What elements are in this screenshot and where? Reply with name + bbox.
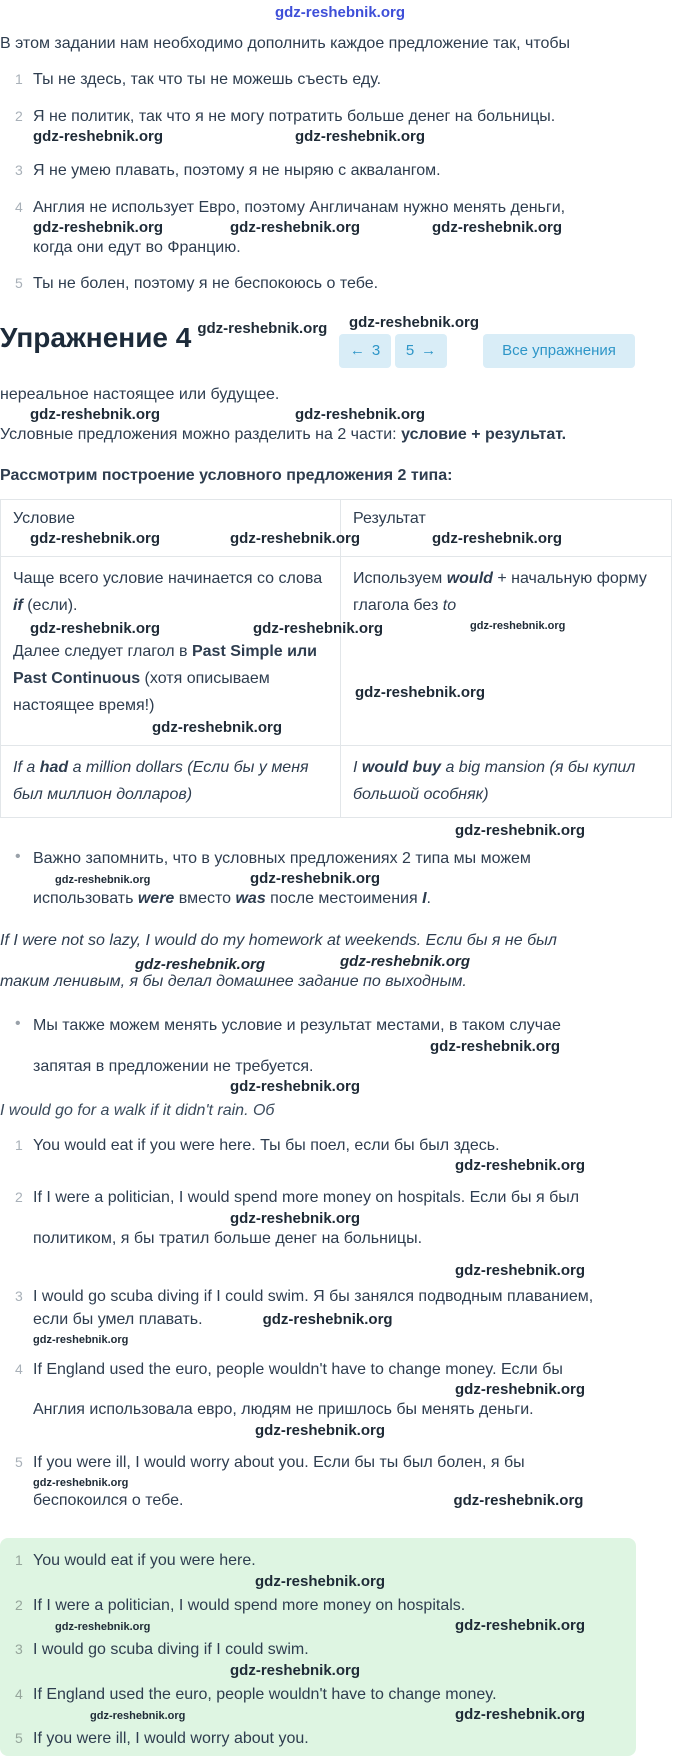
- cell-text: Чаще всего условие начинается со слова if (если).: [13, 570, 323, 615]
- answers-list: [0, 1135, 680, 1525]
- solution-item-4: [0, 1684, 636, 1722]
- next-exercise-number: 5: [405, 342, 415, 360]
- watermark-row: [33, 1573, 636, 1589]
- clipped-line: I would go for a walk if it didn't rain. Об: [0, 1101, 275, 1119]
- item-line: Я не политик, так что я не могу потратить больше денег на больницы.: [33, 107, 556, 125]
- task-list: [0, 69, 680, 295]
- task-item-3: [0, 160, 680, 182]
- prev-exercise-number: 3: [371, 342, 381, 360]
- answer-line: [33, 1309, 680, 1331]
- watermark: gdz-reshebnik.org: [230, 1661, 361, 1679]
- item-number: 4: [15, 198, 23, 215]
- example-paragraph: [0, 930, 680, 993]
- watermark: gdz-reshebnik.org: [253, 619, 384, 637]
- column-header: Условие: [13, 509, 75, 527]
- note-item: [0, 848, 680, 911]
- watermark: gdz-reshebnik.org: [355, 683, 486, 701]
- item-number: 2: [15, 107, 23, 124]
- watermark: gdz-reshebnik.org: [152, 719, 283, 737]
- prev-exercise-button[interactable]: [339, 334, 391, 368]
- watermark: gdz-reshebnik.org: [340, 952, 471, 970]
- answer-item-5: [0, 1452, 680, 1513]
- solution-text: [33, 1639, 636, 1677]
- watermark-row: [353, 684, 659, 702]
- solution-text: [33, 1595, 636, 1633]
- watermark-row: [33, 1662, 636, 1678]
- example-text: If a had a million dollars (Если бы у меня был миллион долларов): [13, 759, 309, 804]
- answer-item-2: [0, 1187, 680, 1250]
- watermark: gdz-reshebnik.org: [430, 1037, 561, 1055]
- watermark: gdz-reshebnik.org: [455, 1381, 586, 1399]
- watermark: gdz-reshebnik.org: [135, 955, 266, 973]
- solution-item-1: [0, 1550, 636, 1588]
- watermark-row: [0, 406, 680, 424]
- watermark: gdz-reshebnik.org: [432, 530, 563, 548]
- table-header-cell: [341, 499, 672, 556]
- watermark: gdz-reshebnik.org: [295, 128, 426, 146]
- watermark-row: [0, 822, 680, 840]
- watermark: gdz-reshebnik.org: [230, 1209, 361, 1227]
- item-text: Ты не болен, поэтому я не беспокоюсь о тебе.: [33, 275, 379, 293]
- solution-text: [33, 1728, 636, 1750]
- watermark-row: [33, 1331, 680, 1347]
- watermark-row: [0, 953, 680, 971]
- item-line: Англия не использует Евро, поэтому Англичанам нужно менять деньги,: [33, 198, 566, 216]
- solution-line: You would eat if you were here.: [33, 1552, 256, 1570]
- answer-line-text: если бы умел плавать.: [33, 1310, 203, 1328]
- item-number: 5: [15, 1453, 23, 1470]
- watermark: gdz-reshebnik.org: [230, 530, 361, 548]
- note-line: Мы также можем менять условие и результат местами, в таком случае: [33, 1017, 561, 1035]
- watermark-row: [33, 128, 680, 146]
- watermark: gdz-reshebnik.org: [230, 1077, 361, 1095]
- solution-line: If England used the euro, people wouldn't have to change money.: [33, 1685, 497, 1703]
- answer-line: Англия использовала евро, людям не пришлось бы менять деньги.: [33, 1401, 534, 1419]
- answer-text: [33, 1452, 680, 1513]
- arrow-right-icon: →: [421, 342, 437, 360]
- exercise-header: [0, 314, 680, 368]
- all-exercises-button[interactable]: Все упражнения: [483, 334, 635, 368]
- item-text: Ты не здесь, так что ты не можешь съесть еду.: [33, 71, 382, 89]
- nav-buttons: [339, 334, 635, 368]
- next-exercise-button[interactable]: [395, 334, 447, 368]
- item-number: 3: [15, 1288, 23, 1305]
- solution-line: If you were ill, I would worry about you.: [33, 1730, 309, 1748]
- watermark-row: [353, 620, 659, 636]
- answer-line: If I were a politician, I would spend more money on hospitals. Если бы я был: [33, 1189, 580, 1207]
- example-text: I would buy a big mansion (я бы купил большой особняк): [353, 759, 636, 804]
- theory-text: нереальное настоящее или будущее.: [0, 385, 280, 403]
- note-item: [0, 1015, 680, 1096]
- answer-line: I would go scuba diving if I could swim. Я бы занялся подводным плаванием,: [33, 1288, 594, 1306]
- watermark: gdz-reshebnik.org: [30, 619, 161, 637]
- watermark-row: [13, 719, 328, 737]
- table-row: [1, 557, 672, 746]
- bullet-dot: •: [15, 847, 21, 865]
- watermark-row: [33, 1617, 636, 1633]
- answer-text: [33, 1187, 680, 1250]
- table-header-row: [1, 499, 672, 556]
- clipped-text: [0, 1101, 680, 1123]
- watermark-row: [13, 530, 361, 548]
- watermark: gdz-reshebnik.org: [455, 1157, 586, 1175]
- table-cell: [1, 746, 341, 817]
- table-example-row: [1, 746, 672, 817]
- answer-item-1: [0, 1135, 680, 1175]
- item-number: 3: [15, 162, 23, 179]
- item-number: 2: [15, 1189, 23, 1206]
- note-line: использовать were вместо was после местоимения I.: [33, 890, 431, 907]
- watermark-row: [33, 1706, 636, 1722]
- watermark-top: gdz-reshebnik.org: [274, 4, 405, 21]
- task-item-4: [0, 197, 680, 260]
- watermark: gdz-reshebnik.org: [295, 406, 426, 424]
- solution-item-3: [0, 1639, 636, 1677]
- watermark: gdz-reshebnik.org: [55, 874, 151, 886]
- table-cell: [1, 557, 384, 746]
- table-cell: [341, 557, 672, 746]
- watermark: gdz-reshebnik.org: [33, 218, 164, 236]
- watermark: gdz-reshebnik.org: [30, 406, 161, 424]
- answer-item-4: [0, 1359, 680, 1440]
- watermark: gdz-reshebnik.org: [230, 218, 361, 236]
- watermark: gdz-reshebnik.org: [33, 1477, 129, 1490]
- solution-item-5: [0, 1728, 636, 1750]
- watermark: gdz-reshebnik.org: [432, 218, 563, 236]
- note-line: запятая в предложении не требуется.: [33, 1057, 314, 1075]
- intro-text: В этом задании нам необходимо дополнить каждое предложение так, чтобы: [0, 35, 571, 52]
- watermark: gdz-reshebnik.org: [90, 1710, 186, 1723]
- exercise-nav: [339, 314, 635, 368]
- watermark-row: [33, 1038, 680, 1056]
- table-header-cell: [1, 499, 361, 556]
- watermark: gdz-reshebnik.org: [33, 1333, 129, 1346]
- solution-line: I would go scuba diving if I could swim.: [33, 1641, 309, 1659]
- watermark: gdz-reshebnik.org: [470, 619, 566, 632]
- watermark-row: [33, 219, 680, 237]
- watermark: gdz-reshebnik.org: [255, 1421, 386, 1439]
- task-item-5: [0, 273, 680, 295]
- solution-block: [0, 1538, 636, 1756]
- table-cell: [341, 746, 672, 817]
- watermark-row: [33, 1422, 680, 1440]
- watermark: gdz-reshebnik.org: [455, 1706, 586, 1724]
- answer-text: [33, 1359, 680, 1440]
- arrow-left-icon: ←: [349, 342, 365, 360]
- solution-item-2: [0, 1595, 636, 1633]
- watermark: gdz-reshebnik.org: [250, 870, 381, 887]
- answer-line: You would eat if you were here. Ты бы поел, если бы был здесь.: [33, 1136, 500, 1154]
- page-title: Упражнение 4: [0, 321, 192, 353]
- watermark: gdz-reshebnik.org: [455, 821, 586, 839]
- answer-item-3: [0, 1286, 680, 1347]
- note-text: [33, 1015, 680, 1096]
- item-number: 1: [15, 71, 23, 88]
- watermark-row: [33, 1210, 680, 1228]
- answer-line: If England used the euro, people wouldn't have to change money. Если бы: [33, 1360, 563, 1378]
- solution-text: [33, 1550, 636, 1588]
- watermark: gdz-reshebnik.org: [255, 1572, 386, 1590]
- watermark-row: [0, 1262, 680, 1280]
- watermark: gdz-reshebnik.org: [455, 1617, 586, 1635]
- item-number: 2: [15, 1596, 23, 1613]
- item-number: 4: [15, 1685, 23, 1702]
- conditional-table: [0, 499, 672, 818]
- item-number: 1: [15, 1136, 23, 1153]
- item-text: [33, 106, 680, 146]
- item-number: 1: [15, 1552, 23, 1569]
- item-number: 3: [15, 1641, 23, 1658]
- watermark-row: [353, 530, 659, 548]
- answer-line: If you were ill, I would worry about you. Если бы ты был болен, я бы: [33, 1453, 525, 1471]
- task-item-1: [0, 69, 680, 91]
- watermark: gdz-reshebnik.org: [262, 1310, 393, 1328]
- bullet-dot: •: [15, 1015, 21, 1033]
- note-text: [33, 848, 680, 911]
- item-number: 5: [15, 1730, 23, 1747]
- item-text: Я не умею плавать, поэтому я не ныряю с аквалангом.: [33, 162, 441, 180]
- example-line: If I were not so lazy, I would do my homework at weekends. Если бы я не был: [0, 932, 557, 950]
- watermark: gdz-reshebnik.org: [197, 319, 328, 337]
- title-wrap: [0, 314, 327, 354]
- watermark: gdz-reshebnik.org: [30, 530, 161, 548]
- answer-line: политиком, я бы тратил больше денег на больницы.: [33, 1229, 423, 1247]
- note-line: Важно запомнить, что в условных предложениях 2 типа мы можем: [33, 849, 531, 867]
- watermark-row: [33, 1474, 680, 1490]
- column-header: Результат: [353, 509, 426, 527]
- example-line: таким ленивым, я бы делал домашнее задание по выходным.: [0, 972, 467, 990]
- section-subtitle: Рассмотрим построение условного предложения 2 типа:: [0, 466, 453, 484]
- cell-text: Далее следует глагол в Past Simple или Past Continuous (хотя описываем настоящее время!): [13, 642, 317, 715]
- answer-line-text: беспокоился о тебе.: [33, 1492, 184, 1510]
- answer-line: [33, 1490, 680, 1512]
- watermark: gdz-reshebnik.org: [453, 1492, 584, 1510]
- answer-text: [33, 1135, 680, 1175]
- item-text: [33, 197, 680, 260]
- watermark: gdz-reshebnik.org: [349, 313, 480, 331]
- cell-text: Используем would + начальную форму глагола без to: [353, 570, 647, 615]
- watermark-row: [33, 870, 680, 888]
- solution-text: [33, 1684, 636, 1722]
- theory-text: Условные предложения можно разделить на 2 части: условие + результат.: [0, 426, 567, 444]
- item-number: 5: [15, 275, 23, 292]
- item-line: когда они едут во Францию.: [33, 238, 241, 256]
- watermark: gdz-reshebnik.org: [455, 1262, 586, 1280]
- answer-text: [33, 1286, 680, 1347]
- watermark-row: [33, 1078, 680, 1096]
- watermark-row: [33, 1381, 680, 1399]
- task-item-2: [0, 106, 680, 146]
- watermark: gdz-reshebnik.org: [55, 1621, 151, 1634]
- watermark-row: [13, 619, 384, 638]
- watermark: gdz-reshebnik.org: [33, 128, 164, 146]
- watermark-row: [33, 1157, 680, 1175]
- item-number: 4: [15, 1360, 23, 1377]
- solution-line: If I were a politician, I would spend more money on hospitals.: [33, 1596, 466, 1614]
